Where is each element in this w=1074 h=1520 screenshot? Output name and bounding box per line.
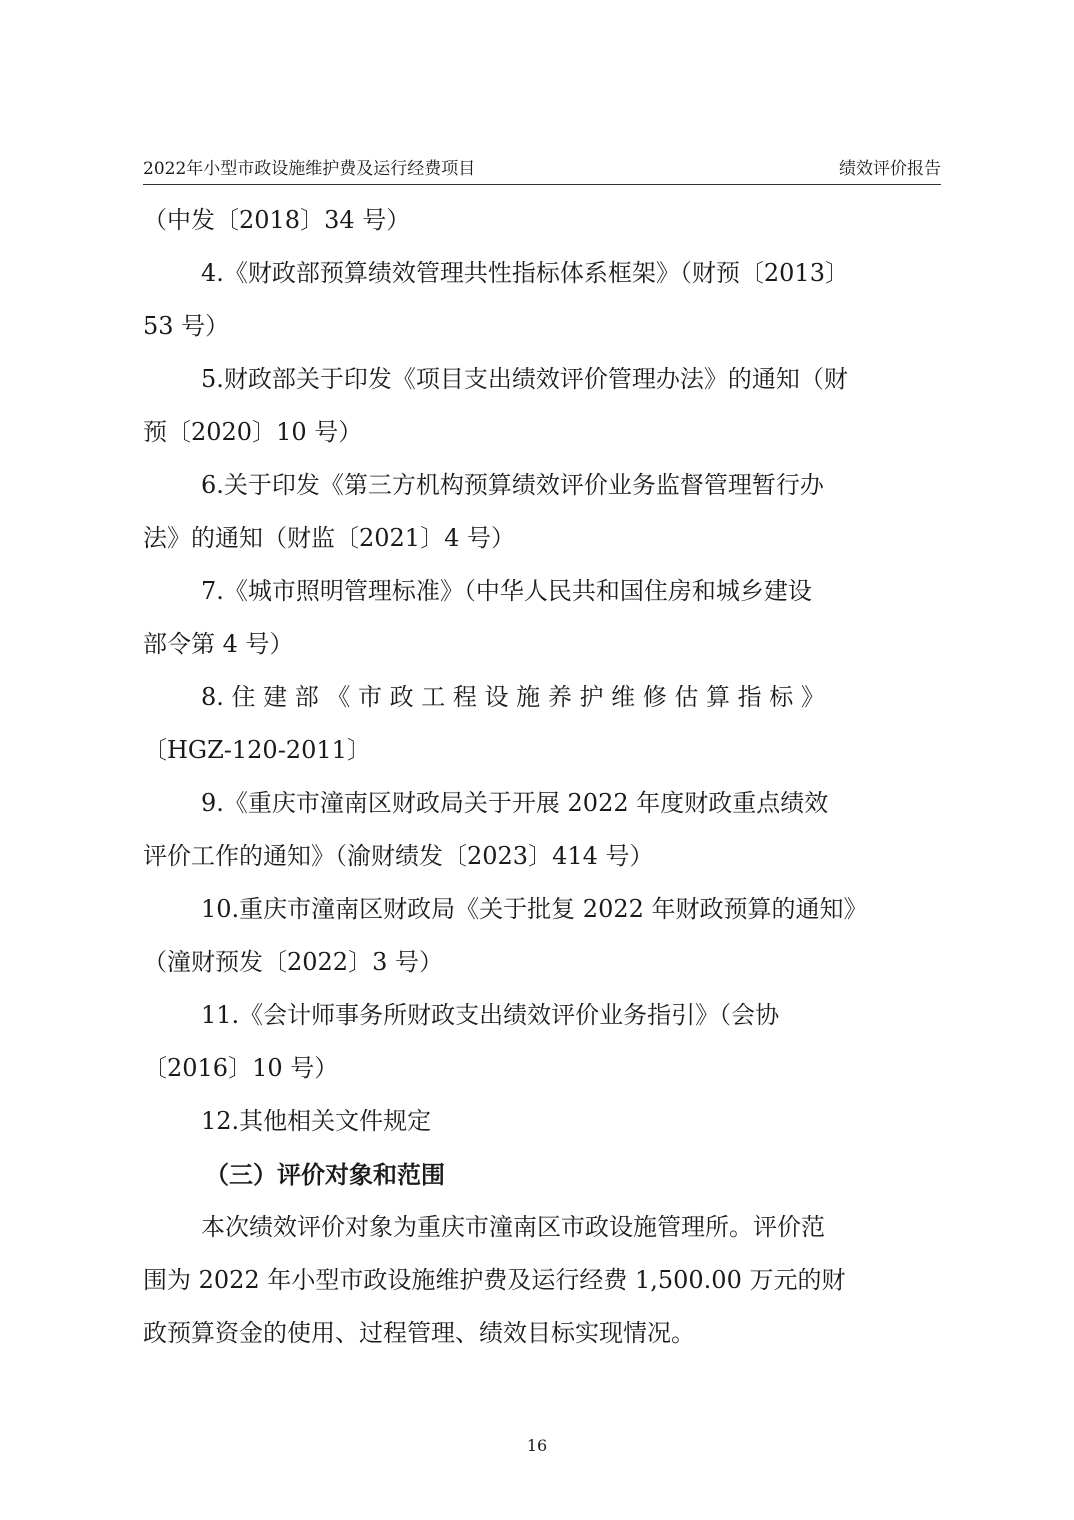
reference-item-7-cont: 部令第 4 号） bbox=[143, 630, 294, 658]
reference-item-11-cont: 〔2016〕10 号） bbox=[143, 1054, 339, 1082]
reference-item-9: 9.《重庆市潼南区财政局关于开展 2022 年度财政重点绩效 bbox=[201, 789, 829, 817]
scope-paragraph-line-3: 政预算资金的使用、过程管理、绩效目标实现情况。 bbox=[143, 1319, 695, 1347]
scope-paragraph-line-1: 本次绩效评价对象为重庆市潼南区市政设施管理所。评价范 bbox=[201, 1213, 825, 1241]
header-project-title: 2022年小型市政设施维护费及运行经费项目 bbox=[143, 159, 476, 179]
page-number: 16 bbox=[526, 1436, 548, 1455]
reference-item-12: 12.其他相关文件规定 bbox=[201, 1107, 432, 1135]
document-body bbox=[143, 194, 941, 1360]
reference-item-5: 5.财政部关于印发《项目支出绩效评价管理办法》的通知（财 bbox=[201, 365, 848, 393]
reference-item-5-cont: 预〔2020〕10 号） bbox=[143, 418, 363, 446]
reference-item-6-cont: 法》的通知（财监〔2021〕4 号） bbox=[143, 524, 515, 552]
reference-item-10-cont: （潼财预发〔2022〕3 号） bbox=[143, 948, 443, 976]
reference-item-11: 11.《会计师事务所财政支出绩效评价业务指引》（会协 bbox=[201, 1001, 780, 1029]
reference-item-8: 8. 住 建 部 《 市 政 工 程 设 施 养 护 维 修 估 算 指 标 》 bbox=[201, 683, 825, 711]
reference-item-4-cont: 53 号） bbox=[143, 312, 230, 340]
page-header bbox=[143, 150, 941, 185]
header-report-type: 绩效评价报告 bbox=[839, 159, 941, 179]
section-heading: （三）评价对象和范围 bbox=[205, 1160, 445, 1189]
reference-item-6: 6.关于印发《第三方机构预算绩效评价业务监督管理暂行办 bbox=[201, 471, 824, 499]
reference-item-10: 10.重庆市潼南区财政局《关于批复 2022 年财政预算的通知》 bbox=[201, 895, 868, 923]
reference-item-8-cont: 〔HGZ-120-2011〕 bbox=[143, 736, 371, 764]
scope-paragraph-line-2: 围为 2022 年小型市政设施维护费及运行经费 1,500.00 万元的财 bbox=[143, 1266, 846, 1294]
reference-item-9-cont: 评价工作的通知》（渝财绩发〔2023〕414 号） bbox=[143, 842, 654, 870]
reference-item-4: 4.《财政部预算绩效管理共性指标体系框架》（财预〔2013〕 bbox=[201, 259, 849, 287]
reference-line: （中发〔2018〕34 号） bbox=[143, 206, 411, 234]
reference-item-7: 7.《城市照明管理标准》（中华人民共和国住房和城乡建设 bbox=[201, 577, 812, 605]
